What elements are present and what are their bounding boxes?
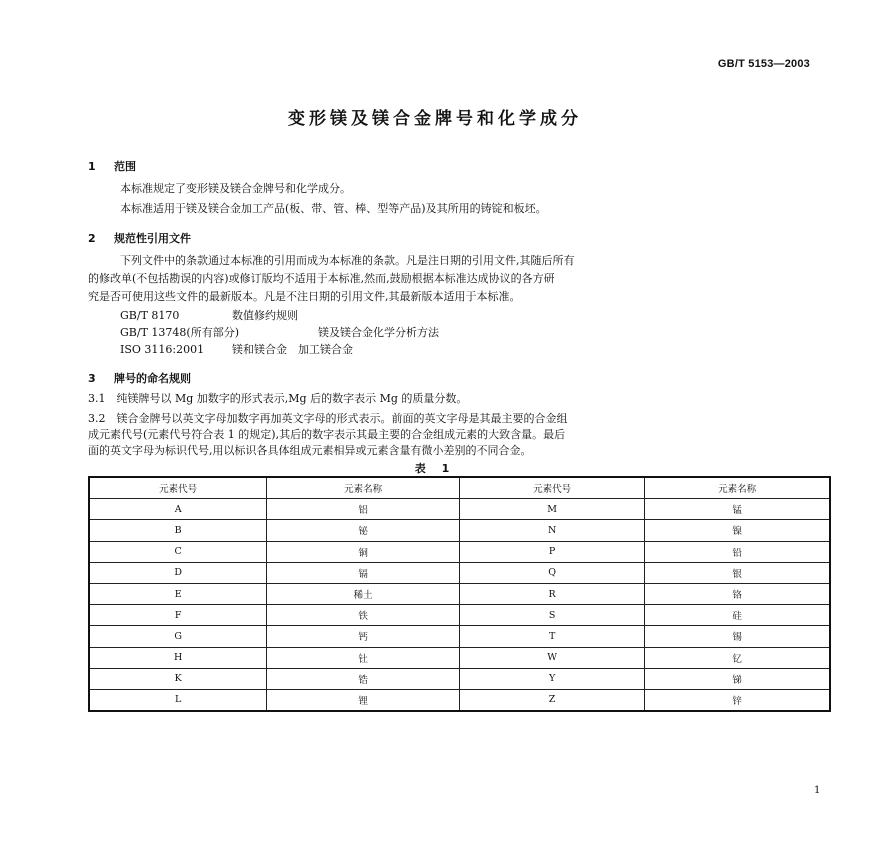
page-number: 1	[814, 785, 821, 796]
table-header-row	[89, 477, 830, 499]
document-title: 变形镁及镁合金牌号和化学成分	[288, 109, 582, 129]
table-cell: 钇	[645, 647, 830, 668]
table-cell: N	[459, 520, 644, 541]
table-caption: 表 1	[414, 462, 456, 475]
paragraph-line: 的修改单(不包括勘误的内容)或修订版均不适用于本标准,然而,鼓励根据本标准达成协议的各方研	[88, 272, 555, 285]
table-row	[89, 583, 830, 604]
table-cell: 稀土	[267, 583, 460, 604]
column-header: 元素代号	[89, 477, 267, 499]
table-cell: L	[89, 689, 267, 711]
table-cell: 镍	[645, 520, 830, 541]
table-cell: 铝	[267, 499, 460, 520]
reference-code: ISO 3116:2001	[120, 343, 205, 356]
clause-3-2-line: 3.2 镁合金牌号以英文字母加数字再加英文字母的形式表示。前面的英文字母是其最主要的合金组	[88, 412, 568, 425]
table-cell: P	[459, 541, 644, 562]
table-cell: H	[89, 647, 267, 668]
reference-item	[120, 309, 298, 323]
table-cell: Q	[459, 562, 644, 583]
table-cell: R	[459, 583, 644, 604]
table-row	[89, 647, 830, 668]
section-1-heading	[88, 158, 136, 174]
paragraph-line: 本标准规定了变形镁及镁合金牌号和化学成分。	[120, 182, 351, 195]
table-cell: 锆	[267, 668, 460, 689]
element-code-table	[88, 476, 831, 712]
table-row	[89, 541, 830, 562]
table-cell: Y	[459, 668, 644, 689]
reference-title: 数值修约规则	[232, 309, 298, 322]
table-row	[89, 499, 830, 520]
reference-item	[120, 343, 353, 357]
section-2-heading	[88, 230, 191, 246]
section-title: 范围	[114, 160, 136, 173]
table-cell: 钙	[267, 626, 460, 647]
clause-3-1: 3.1 纯镁牌号以 Mg 加数字的形式表示,Mg 后的数字表示 Mg 的质量分数。	[88, 392, 468, 405]
table-cell: B	[89, 520, 267, 541]
table-cell: 锂	[267, 689, 460, 711]
table-cell: S	[459, 605, 644, 626]
table-cell: T	[459, 626, 644, 647]
paragraph-line: 下列文件中的条款通过本标准的引用而成为本标准的条款。凡是注日期的引用文件,其随后所有	[120, 254, 575, 267]
table-row	[89, 605, 830, 626]
reference-code: GB/T 13748(所有部分)	[120, 326, 239, 339]
table-row	[89, 562, 830, 583]
reference-title: 镁和镁合金 加工镁合金	[232, 343, 353, 356]
table-cell: 铬	[645, 583, 830, 604]
table-cell: 镉	[267, 562, 460, 583]
table-cell: M	[459, 499, 644, 520]
table-cell: E	[89, 583, 267, 604]
reference-code: GB/T 8170	[120, 309, 180, 322]
table-cell: 硅	[645, 605, 830, 626]
paragraph-line: 本标准适用于镁及镁合金加工产品(板、带、管、棒、型等产品)及其所用的铸锭和板坯。	[120, 202, 547, 215]
table-cell: D	[89, 562, 267, 583]
table-cell: 锑	[645, 668, 830, 689]
table-cell: F	[89, 605, 267, 626]
table-row	[89, 668, 830, 689]
section-title: 规范性引用文件	[114, 232, 191, 245]
table-cell: G	[89, 626, 267, 647]
table-cell: K	[89, 668, 267, 689]
column-header: 元素名称	[645, 477, 830, 499]
table-cell: C	[89, 541, 267, 562]
reference-item	[120, 326, 439, 340]
table-row	[89, 626, 830, 647]
table-cell: A	[89, 499, 267, 520]
clause-3-2-line: 成元素代号(元素代号符合表 1 的规定),其后的数字表示其最主要的合金组成元素的大致含量。最后	[88, 428, 566, 441]
section-title: 牌号的命名规则	[114, 372, 191, 385]
standard-number: GB/T 5153—2003	[717, 58, 810, 70]
table-cell: 铜	[267, 541, 460, 562]
section-number: 2	[88, 232, 96, 245]
table-cell: W	[459, 647, 644, 668]
table-cell: Z	[459, 689, 644, 711]
table-row	[89, 689, 830, 711]
column-header: 元素代号	[459, 477, 644, 499]
paragraph-line: 究是否可使用这些文件的最新版本。凡是不注日期的引用文件,其最新版本适用于本标准。	[88, 290, 521, 303]
table-cell: 铁	[267, 605, 460, 626]
table-cell: 铅	[645, 541, 830, 562]
clause-3-2-line: 面的英文字母为标识代号,用以标识各具体组成元素相异或元素含量有微小差别的不同合金。	[88, 444, 532, 457]
table-cell: 锌	[645, 689, 830, 711]
section-3-heading	[88, 370, 191, 386]
table-cell: 银	[645, 562, 830, 583]
table-cell: 锡	[645, 626, 830, 647]
table-row	[89, 520, 830, 541]
table-cell: 锰	[645, 499, 830, 520]
table-cell: 铋	[267, 520, 460, 541]
table-cell: 钍	[267, 647, 460, 668]
section-number: 1	[88, 160, 96, 173]
section-number: 3	[88, 372, 96, 385]
column-header: 元素名称	[267, 477, 460, 499]
reference-title: 镁及镁合金化学分析方法	[318, 326, 439, 339]
